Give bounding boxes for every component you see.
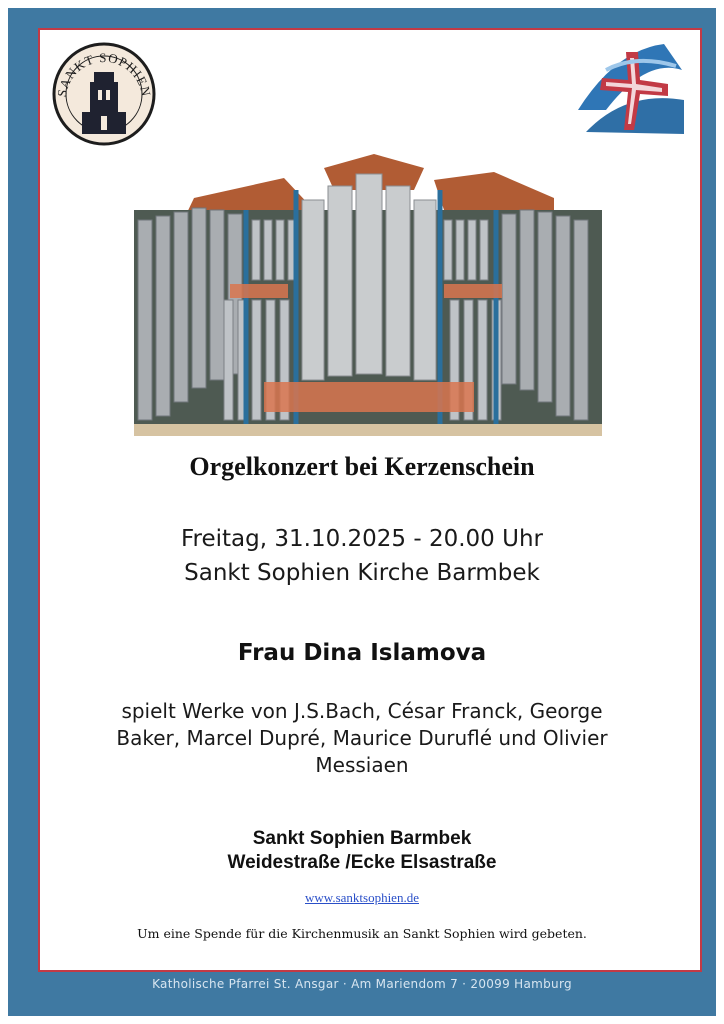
concert-title: Orgelkonzert bei Kerzenschein [189, 452, 535, 481]
address-line-2: Weidestraße /Ecke Elsastraße [227, 852, 497, 873]
sankt-sophien-seal-logo [52, 42, 156, 146]
venue: Sankt Sophien Kirche Barmbek [184, 560, 540, 586]
performer-name: Frau Dina Islamova [237, 640, 487, 666]
date-time: Freitag, 31.10.2025 - 20.00 Uhr [180, 526, 543, 552]
website-link[interactable]: www.sanktsophien.de [305, 890, 419, 905]
footer-address: Katholische Pfarrei St. Ansgar · Am Mariendom 7 · 20099 Hamburg [152, 977, 572, 991]
program-line: Messiaen [315, 753, 409, 777]
program-description [100, 698, 624, 779]
diocese-cross-logo-icon [576, 40, 686, 136]
address-line-1: Sankt Sophien Barmbek [252, 828, 472, 849]
program-line: Baker, Marcel Dupré, Maurice Duruflé und Olivier [116, 726, 608, 750]
program-line: spielt Werke von J.S.Bach, César Franck, George [121, 699, 603, 723]
seal-text: SANKT SOPHIEN [54, 49, 155, 99]
donation-note: Um eine Spende für die Kirchenmusik an Sankt Sophien wird gebeten. [137, 926, 587, 941]
organ-pipes-photo [134, 150, 602, 436]
